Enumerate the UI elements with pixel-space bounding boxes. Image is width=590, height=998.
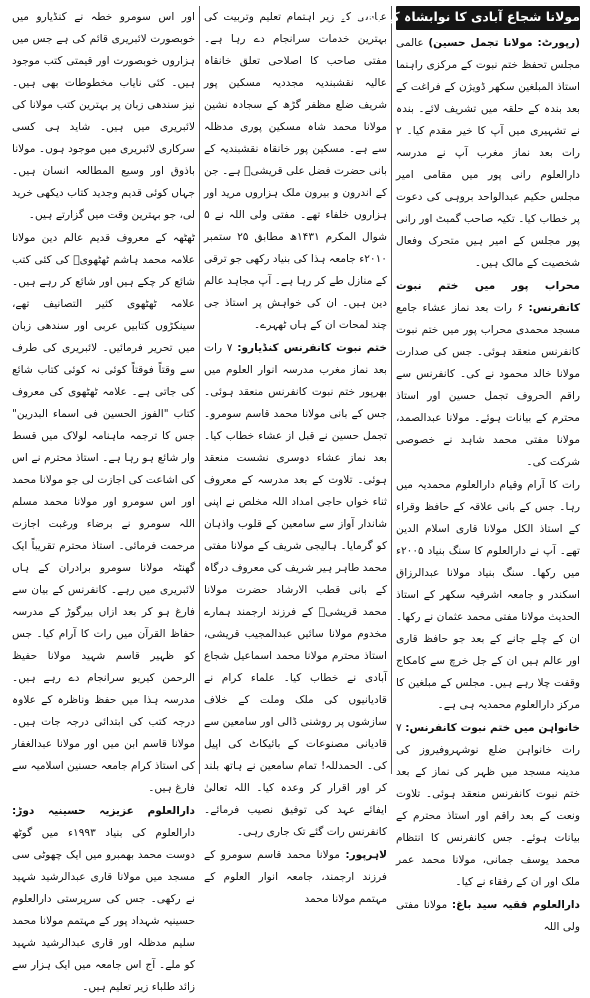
section-faqih — [396, 894, 580, 938]
section-text-aziziya: دارالعلوم کی بنیاد ۱۹۹۳ء میں گوٹھ دوست محمد بھمبرو میں ایک چھوٹی سی مسجد میں مولانا قاری عبدالرشید شہید نے رکھی۔ جس کی سرپرستی دارالعلوم حسینیہ شہداد پور کے مہتمم مولانا محمد سلیم مدظلہ اور قاری عبدالرشید شہید کو ملے۔ آج اس جامعہ میں ایک ہزار سے زائد طلباء زیر تعلیم ہیں۔ — [12, 827, 195, 993]
left-paragraph-2: ٹھٹھہ کے معروف قدیم عالم دین مولانا علامہ محمد ہاشم ٹھٹھویؒ کی کئی کتب شائع کر چکے ہیں اور شائع کر رہے ہیں۔ علامہ ٹھٹھوی کثیر التصانیف تھے، سینکڑوں کتابیں عربی اور سندھی زبان میں تحریر فرمائیں۔ لائبریری کی طرف سے وقتاً فوقتاً کوئی نہ کوئی کتاب شائع کی جاتی ہے۔ علامہ ٹھٹھوی کی معروف کتاب "الفوز الحسین فی اسماء البدرین" جس کا ترجمہ ماہنامہ لولاک میں قسط وار شائع ہو رہا ہے۔ استاذ محترم نے اس کی اشاعت کی اجازت لی جو مولانا محمد اور اس سومرو اور مولانا محمد مسلم اللہ سومرو نے برضاء ورغبت اجازت مرحمت فرمائی۔ استاذ محترم تقریباً ایک گھنٹہ مولانا سومرو برادران کے ہاں لائبریری میں رہے۔ کانفرنس کے بیان سے فارغ ہو کر بعد ازاں بیرگوڑ کے مدرسہ حفاظ القرآن میں رات کا آرام کیا۔ جس کو ظہیر قاسم شہید مولانا حفیظ الرحمن کیریو سرانجام دے رہے ہیں۔ مدرسہ ہذا میں حفظ وناظرہ کے علاوہ درجہ کتب کی ابتدائی درجہ جات ہیں۔ مولانا قاسم ابن میں اور مولانا عبدالغفار کی استاذ کرام جامعہ حسنین اسلامیہ سے فارغ ہیں۔ — [12, 232, 195, 794]
reporter-byline: (رپورٹ: مولانا تجمل حسین) — [428, 37, 580, 49]
section-text-library: مولانا محمد قاسم سومرو کے فرزند ارجمند، جامعہ انوار العلوم کے مہتمم مولانا محمد — [204, 849, 387, 905]
left-paragraph-1: اور اس سومرو خطہ نے کنڈیارو میں خوبصورت لائبریری قائم کی ہے جس میں ہزاروں خوبصورت اور قیمتی کتب موجود ہیں۔ کئی نایاب مخطوطات بھی ہیں۔ نیز سندھی زبان پر بہترین کتب مولانا کی لائبریری میں ہیں۔ شاید ہی کسی سرکاری لائبریری میں موجود ہوں۔ مولانا باذوق اور وسیع المطالعہ انسان ہیں۔ جہاں کوئی قدیم وجدید کتاب دیکھی خرید لی، جو بہترین وقت میں گزارتے ہیں۔ — [12, 11, 195, 221]
section-heading-aziziya: دارالعلوم عزیزیہ حسینیہ دوڑ: — [12, 805, 195, 817]
column-middle — [200, 6, 392, 905]
section-text-mehrabpur: ۶ رات بعد نماز عشاء جامع مسجد محمدی محراب پور میں ختم نبوت کانفرنس منعقد ہوئی۔ جس کی صدارت مولانا خالد محمود نے کی۔ کانفرنس سے راقم الحروف تجمل حسین اور استاذ محترم کے بیانات ہوئے۔ مولانا عبدالصمد، مولانا مفتی محمد شاہد نے خصوصی شرکت کی۔ — [396, 302, 580, 468]
section-aziziya — [12, 800, 195, 998]
section-heading-faqih: دارالعلوم فقیہ سید باغ: — [451, 899, 580, 911]
section-heading-kandiaro: ختم نبوت کانفرنس کنڈیارو: — [237, 342, 387, 354]
section-khanwahan — [396, 717, 580, 893]
article-title: مولانا شجاع آبادی کا نوابشاہ کے دورہ پر — [396, 6, 580, 30]
section-mehrabpur — [396, 275, 580, 473]
article-intro — [396, 32, 580, 274]
section-text-kandiaro: ۷ رات بعد نماز مغرب مدرسہ انوار العلوم میں بھرپور ختم نبوت کانفرنس منعقد ہوئی۔ جس کے بانی مولانا محمد قاسم سومرو۔ تجمل حسین نے قبل از عشاء خطاب کیا۔ بعد نماز عشاء دوسری نشست منعقد ہوئی۔ تلاوت کے بعد مدرسہ کے معروف ثناء خواں حاجی امداد اللہ مخلص نے اپنی شاندار آواز سے سامعین کے قلوب واذہان کو گرمایا۔ ہالیجی شریف کے مولانا مفتی محمد طاہر ہیر شریف کی معروف درگاہ کے بانی قطب الارشاد حضرت مولانا محمد قریشیؒ کے فرزند ارجمند ہمارے مخدوم مولانا سائیں عبدالمجیب قریشی، استاذ محترم مولانا محمد اسماعیل شجاع آبادی نے خطاب کیا۔ علماء کرام نے قادیانیوں کی ملک وملت کے خلاف سازشوں پر روشنی ڈالی اور سامعین سے قادیانی مصنوعات کے بائیکاٹ کی اپیل کی۔ الحمدللہ! تمام سامعین نے ہاتھ بلند کر اور اقرار کر وعدہ کیا۔ اللہ تعالیٰ ایفائے عہد کی توفیق نصیب فرمائے۔ کانفرنس رات گئے تک جاری رہی۔ — [204, 342, 387, 838]
section-heading-khanwahan: خانواہن میں ختم نبوت کانفرنس: — [405, 722, 580, 734]
section-text-khanwahan: ۷ رات خانواہن ضلع نوشہروفیروز کی مدینہ مسجد میں ظہر کی نماز کے بعد ختم نبوت کانفرنس منعقد ہوئی۔ تلاوت ونعت کے بعد راقم اور استاذ محترم کے بیانات ہوئے۔ جس کانفرنس کا انتظام محمد یوسف جمانی، مولانا محمد عمر ملک اور ان کے رفقاء نے کیا۔ — [396, 722, 580, 888]
section-darululoom-muhammadiya: رات کا آرام وقیام دارالعلوم محمدیہ میں رہا۔ جس کے بانی علاقہ کے حافظ وقراء کے استاذ الکل مولانا قاری اسلام الدین تھے۔ آپ نے دارالعلوم کا سنگ بنیاد ۲۰۰۵ء میں رکھا۔ سنگ بنیاد مولانا عبدالرزاق اسکندر و جامعہ اشرفیہ سکھر کے استاذ الحدیث مولانا مفتی محمد عثمان نے رکھا۔ ان کے چلے جانے کے بعد جو حافظ قاری اور عالم ہیں ان کے جل خرچ سے کامکاج وقفت چلا رہے ہیں۔ مجلس کے مبلغین کا مرکز دارالعلوم محمدیہ ہی ہے۔ — [396, 479, 580, 711]
section-kandiaro — [204, 337, 387, 843]
section-text-faqih: مولانا مفتی ولی اللہ — [396, 899, 580, 933]
column-left — [8, 6, 200, 993]
intro-text: عالمی مجلس تحفظ ختم نبوت کے مرکزی راہنما استاذ المبلغین سکھر ڈویژن کے فراغت کے بعد بندہ کے حلقہ میں تشریف لائے۔ بندہ نے تشہیری میں آپ کا خیر مقدم کیا۔ ۲ رات بعد نماز مغرب آپ نے مدرسہ دارالعلوم رانی پور میں مقامی امیر مجلس حکیم عبدالواحد بروہی کی دعوت پر خطاب کیا۔ تکیہ صاحب گمبٹ اور رانی پور مجلس کے امیر ہیں متحرک وفعال شخصیت کے مالک ہیں۔ — [396, 37, 580, 269]
section-heading-mehrabpur: محراب پور میں ختم نبوت کانفرنس: — [396, 280, 580, 314]
section-library — [204, 844, 387, 910]
section-heading-library: لاہرپور: — [345, 849, 387, 861]
middle-paragraph-1: عباسی کے زیر اہتمام تعلیم وتربیت کی بہترین خدمات سرانجام دے رہا ہے۔ مفتی صاحب کا اصلاحی تعلق خانقاہ عالیہ نقشبندیہ مجددیہ مسکین پور شریف ضلع مظفر گڑھ کے سجادہ نشین مولانا محمد شاہ مسکین پوری مدظلہ سے ہے۔ مسکین پور خانقاہ نقشبندیہ کے بانی حضرت فضل علی قریشیؒ ہے۔ جن کے اندرون و بیرون ملک ہزاروں مرید اور ہزاروں خلفاء تھے۔ مفتی ولی اللہ نے ۵ شوال المکرم ۱۴۳۱ھ مطابق ۲۵ ستمبر ۲۰۱۰ء جامعہ ہذا کی بنیاد رکھی جو ترقی کے منازل طے کر رہا ہے۔ آپ مجاہد عالم دین ہیں۔ ان کی خواہش پر استاذ جی چند لمحات ان کے ہاں ٹھہرے۔ — [204, 11, 387, 331]
